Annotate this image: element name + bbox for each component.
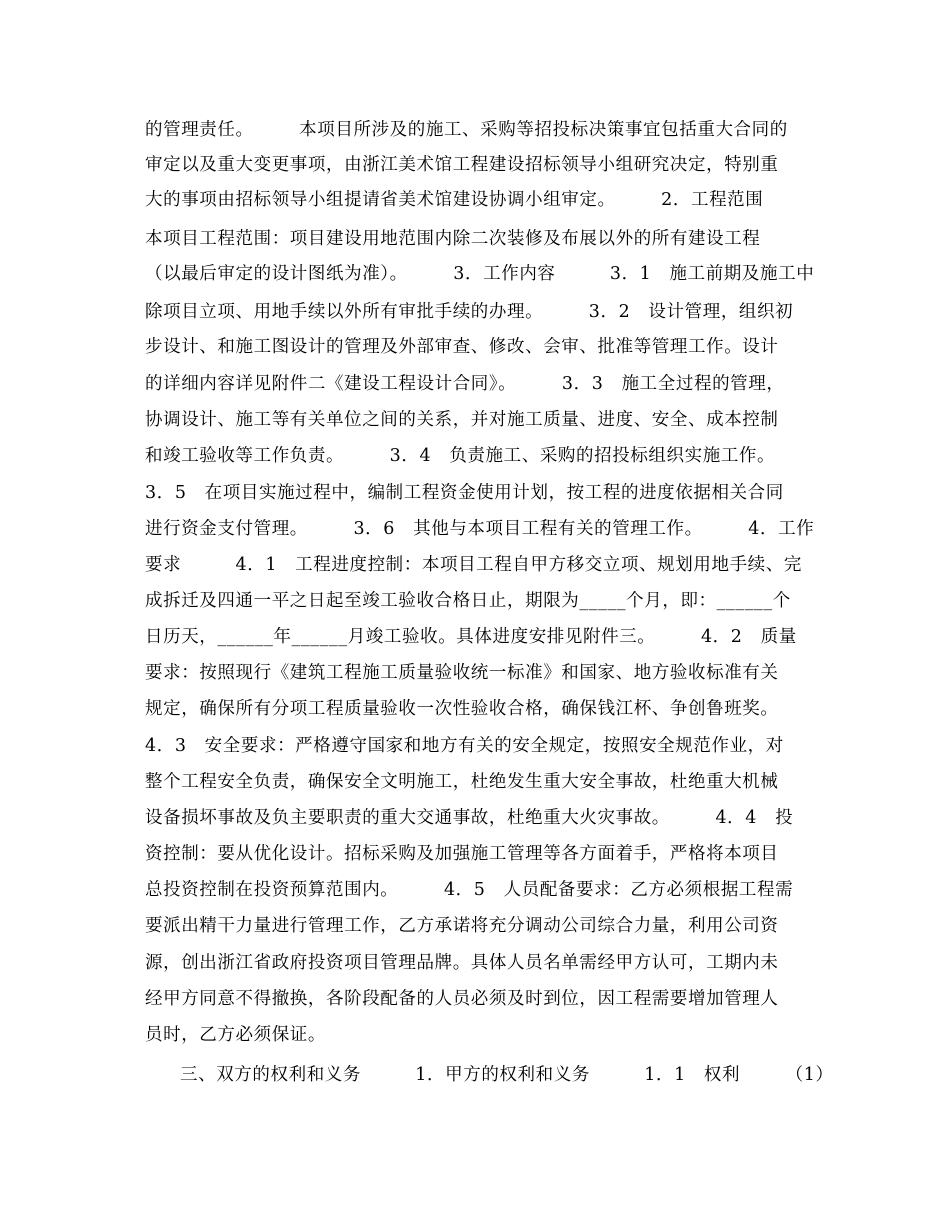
text-line: 经甲方同意不得撤换，各阶段配备的人员必须及时到位，因工程需要增加管理人 xyxy=(145,989,779,1009)
text-line: 大的事项由招标领导小组提请省美术馆建设协调小组审定。 2．工程范围 xyxy=(145,190,764,210)
text-line: 进行资金支付管理。 3．6 其他与本项目工程有关的管理工作。 4．工作 xyxy=(145,519,815,539)
text-line: 总投资控制在投资预算范围内。 4．5 人员配备要求：乙方必须根据工程需 xyxy=(145,880,794,900)
text-line: 整个工程安全负责，确保安全文明施工，杜绝发生重大安全事故，杜绝重大机械 xyxy=(145,772,779,792)
text-line: 设备损坏事故及负主要职责的重大交通事故，杜绝重大火灾事故。 4．4 投 xyxy=(145,808,794,828)
text-line: 的详细内容详见附件二《建设工程设计合同》。 3．3 施工全过程的管理， xyxy=(145,374,785,394)
text-line: 成拆迁及四通一平之日起至竣工验收合格日止，期限为_____个月，即：______个 xyxy=(145,591,791,611)
text-line: 3．5 在项目实施过程中，编制工程资金使用计划，按工程的进度依据相关合同 xyxy=(145,483,784,503)
section-heading-line: 三、双方的权利和义务 1．甲方的权利和义务 1．1 权利 （1） xyxy=(180,1065,834,1085)
text-line: 规定，确保所有分项工程质量验收一次性验收合格，确保钱江杯、争创鲁班奖。 xyxy=(145,699,779,719)
text-line: 日历天，______年______月竣工验收。具体进度安排见附件三。 4．2 质量 xyxy=(145,627,797,647)
text-line: 员时，乙方必须保证。 xyxy=(145,1025,326,1045)
text-line: 的管理责任。 本项目所涉及的施工、采购等招投标决策事宜包括重大合同的 xyxy=(145,120,788,140)
text-line: 要派出精干力量进行管理工作，乙方承诺将充分调动公司综合力量，利用公司资 xyxy=(145,916,779,936)
text-line: 和竣工验收等工作负责。 3．4 负责施工、采购的招投标组织实施工作。 xyxy=(145,446,776,466)
text-line: （以最后审定的设计图纸为准）。 3．工作内容 3．1 施工前期及施工中 xyxy=(145,264,815,284)
text-line: 审定以及重大变更事项，由浙江美术馆工程建设招标领导小组研究决定，特别重 xyxy=(145,155,779,175)
text-line: 除项目立项、用地手续以外所有审批手续的办理。 3．2 设计管理，组织初 xyxy=(145,302,794,322)
text-line: 步设计、和施工图设计的管理及外部审查、修改、会审、批准等管理工作。设计 xyxy=(145,337,779,357)
text-line: 要求 4．1 工程进度控制：本项目工程自甲方移交立项、规划用地手续、完 xyxy=(145,555,802,575)
text-line: 协调设计、施工等有关单位之间的关系，并对施工质量、进度、安全、成本控制 xyxy=(145,410,779,430)
text-line: 源，创出浙江省政府投资项目管理品牌。具体人员名单需经甲方认可，工期内未 xyxy=(145,953,779,973)
text-line: 4．3 安全要求：严格遵守国家和地方有关的安全规定，按照安全规范作业，对 xyxy=(145,736,784,756)
text-line: 要求：按照现行《建筑工程施工质量验收统一标准》和国家、地方验收标准有关 xyxy=(145,663,779,683)
text-line: 本项目工程范围：项目建设用地范围内除二次装修及布展以外的所有建设工程 xyxy=(145,229,761,249)
text-line: 资控制：要从优化设计。招标采购及加强施工管理等各方面着手，严格将本项目 xyxy=(145,844,779,864)
